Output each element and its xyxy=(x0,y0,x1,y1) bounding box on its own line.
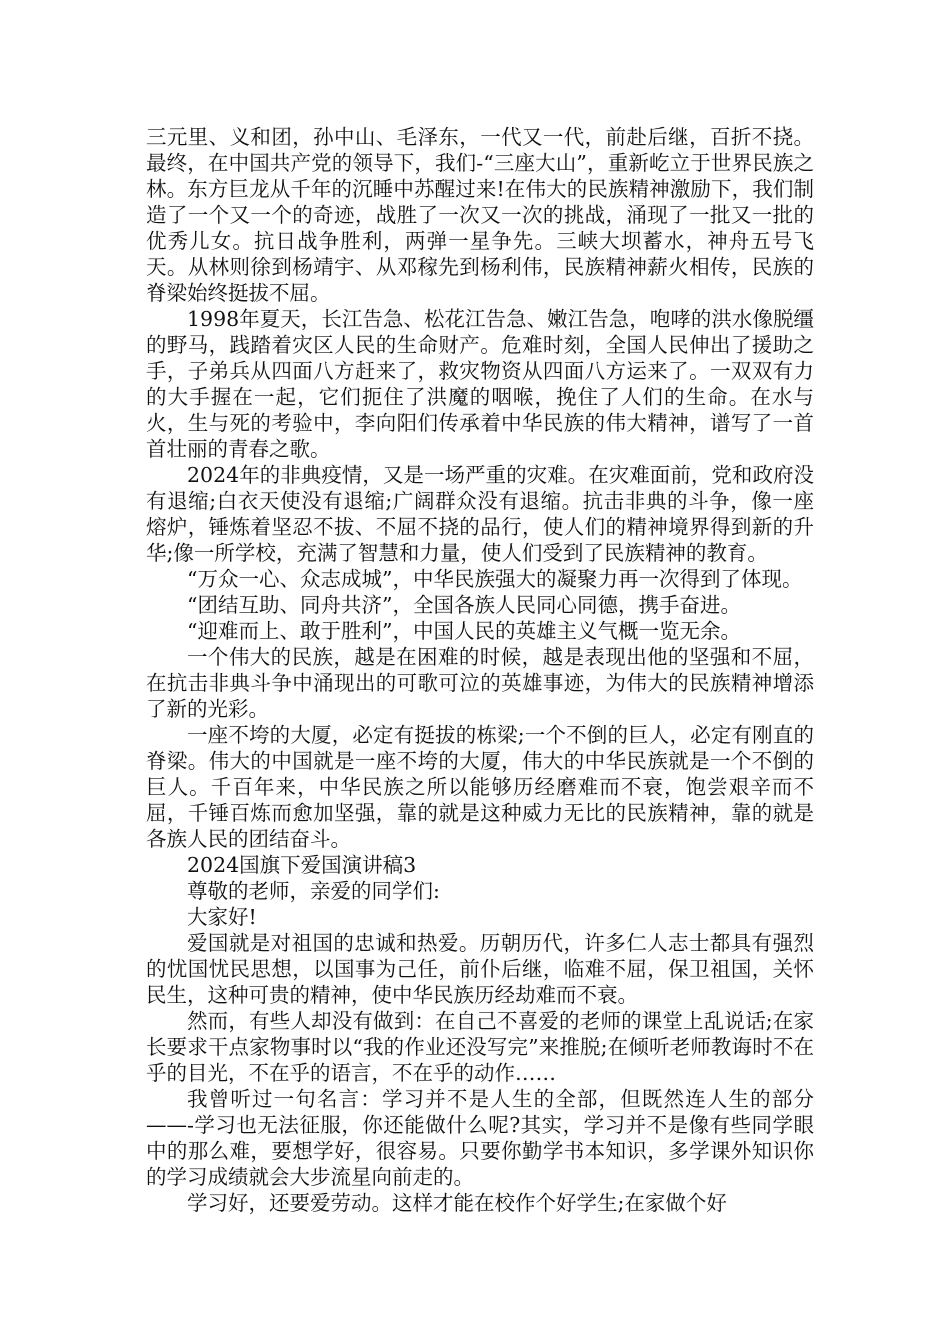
paragraph-mutual-aid-quote: “团结互助、同舟共济”，全国各族人民同心同德，携手奋进。 xyxy=(187,593,741,617)
document-page xyxy=(146,124,814,1216)
paragraph-famous-saying: 我曾听过一句名言：学习并不是人生的全部，但既然连人生的部分——-学习也无法征服，你还能做什么呢?其实，学习并不是像有些同学眼中的那么难，要想学好，很容易。只要你勤学书本知识，多学课外知识你的学习成绩就会大步流星向前走的。 xyxy=(146,1087,814,1189)
salutation: 尊敬的老师，亲爱的同学们: xyxy=(187,879,440,903)
paragraph-heroism-quote: “迎难而上、敢于胜利”，中国人民的英雄主义气概一览无余。 xyxy=(187,619,741,643)
paragraph-patriotism-definition: 爱国就是对祖国的忠诚和热爱。历朝历代，许多仁人志士都具有强烈的忧国忧民思想，以国事为己任，前仆后继，临难不屈，保卫祖国，关怀民生，这种可贵的精神，使中华民族历经劫难而不衰。 xyxy=(146,931,814,1007)
paragraph-great-nation: 一个伟大的民族，越是在困难的时候，越是表现出他的坚强和不屈，在抗击非典斗争中涌现出的可歌可泣的英雄事迹，为伟大的民族精神增添了新的光彩。 xyxy=(146,645,814,721)
paragraph-however: 然而，有些人却没有做到：在自己不喜爱的老师的课堂上乱说话;在家长要求干点家物事时以“我的作业还没写完”来推脱;在倾听老师教诲时不在乎的目光，不在乎的语言，不在乎的动作…… xyxy=(146,1009,814,1085)
speech-title: 2024国旗下爱国演讲稿3 xyxy=(187,853,417,877)
greeting: 大家好! xyxy=(187,905,257,929)
paragraph-history-struggle: 三元里、义和团，孙中山、毛泽东，一代又一代，前赴后继，百折不挠。最终，在中国共产党的领导下，我们-“三座大山”，重新屹立于世界民族之林。东方巨龙从千年的沉睡中苏醒过来!在伟大的民族精神激励下，我们制造了一个又一个的奇迹，战胜了一次又一次的挑战，涌现了一批又一批的优秀儿女。抗日战争胜利，两弹一星争先。三峡大坝蓄水，神舟五号飞天。从林则徐到杨靖宇、从邓稼先到杨利伟，民族精神薪火相传，民族的脊梁始终挺拔不屈。 xyxy=(146,125,814,305)
paragraph-unity-quote: “万众一心、众志成城”，中华民族强大的凝聚力再一次得到了体现。 xyxy=(187,567,803,591)
paragraph-love-labor: 学习好，还要爱劳动。这样才能在校作个好学生;在家做个好 xyxy=(187,1191,727,1215)
paragraph-national-spirit: 一座不垮的大厦，必定有挺拔的栋梁;一个不倒的巨人，必定有刚直的脊梁。伟大的中国就是一座不垮的大厦，伟大的中华民族就是一个不倒的巨人。千百年来，中华民族之所以能够历经磨难而不衰，饱尝艰辛而不屈，千锤百炼而愈加坚强，靠的就是这种威力无比的民族精神，靠的就是各族人民的团结奋斗。 xyxy=(146,723,814,851)
paragraph-sars-epidemic: 2024年的非典疫情，又是一场严重的灾难。在灾难面前，党和政府没有退缩;白衣天使没有退缩;广阔群众没有退缩。抗击非典的斗争，像一座熔炉，锤炼着坚忍不拔、不屈不挠的品行，使人们的精神境界得到新的升华;像一所学校，充满了智慧和力量，使人们受到了民族精神的教育。 xyxy=(146,463,814,565)
paragraph-1998-flood: 1998年夏天，长江告急、松花江告急、嫩江告急，咆哮的洪水像脱缰的野马，践踏着灾区人民的生命财产。危难时刻，全国人民伸出了援助之手，子弟兵从四面八方赶来了，救灾物资从四面八方运来了。一双双有力的大手握在一起，它们扼住了洪魔的咽喉，挽住了人们的生命。在水与火，生与死的考验中，李向阳们传承着中华民族的伟大精神，谱写了一首首壮丽的青春之歌。 xyxy=(146,307,814,461)
